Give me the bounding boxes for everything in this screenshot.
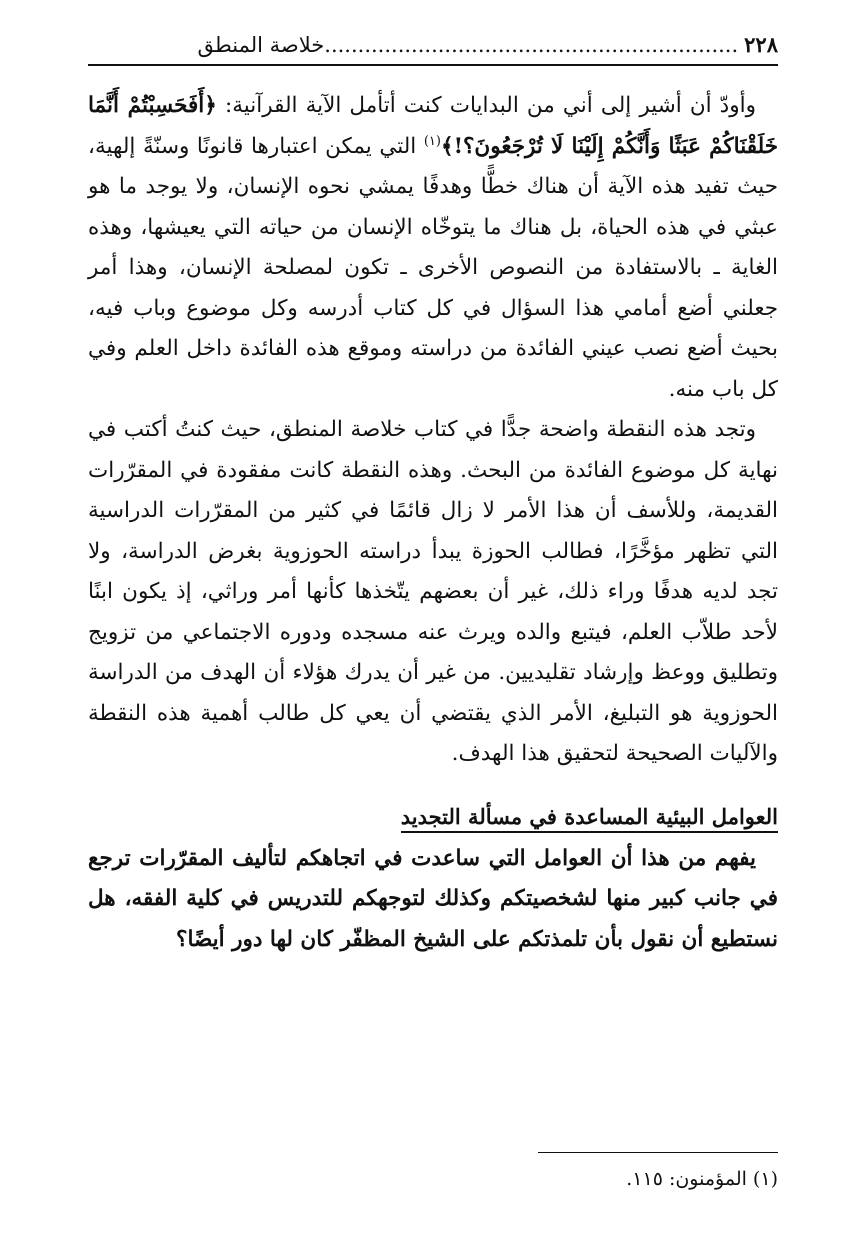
section-heading: [88, 801, 778, 833]
footnote: (١) المؤمنون: ١١٥.: [626, 1168, 778, 1190]
running-header: [88, 24, 778, 66]
paragraph-1-intro: وأودّ أن أشير إلى أني من البدايات كنت أتأمل الآية القرآنية:: [216, 93, 756, 118]
paragraph-1: [88, 86, 778, 410]
book-page: [88, 24, 778, 1234]
page-number: ٢٢٨: [744, 32, 778, 57]
section-heading-text: العوامل البيئية المساعدة في مسألة التجديد: [401, 804, 778, 833]
quran-verse: ﴿أَفَحَسِبْتُمْ أَنَّمَا خَلَقْنَاكُمْ عَبَثًا وَأَنَّكُمْ إِلَيْنَا لَا تُرْجَعُونَ؟!﴾: [88, 93, 778, 159]
main-text: [88, 86, 778, 775]
footnote-reference: (١): [423, 133, 441, 149]
paragraph-1-continuation: التي يمكن اعتبارها قانونًا وسنّةً إلهية، حيث تفيد هذه الآية أن هناك خطًّا وهدفًا يمشي نحوه الإنسان، ولا يوجد ما هو عبثي في هذه الحياة، بل هناك ما يتوخّاه الإنسان من حياته التي يعيشها، وهذه الغاية ـ بالاستفادة من النصوص الأخرى ـ تكون لمصلحة الإنسان، وهذا أمر جعلني أضع أمامي هذا السؤال في كل كتاب أدرسه وكل موضوع وباب فيه، بحيث أضع نصب عيني الفائدة من دراسته وموقع هذه الفائدة داخل العلم وفي كل باب منه.: [88, 133, 778, 402]
paragraph-2: وتجد هذه النقطة واضحة جدًّا في كتاب خلاصة المنطق، حيث كنتُ أكتب في نهاية كل موضوع الفائدة من البحث. وهذه النقطة كانت مفقودة في المقرّرات القديمة، وللأسف أن هذا الأمر لا زال قائمًا في كثير من المقرّرات الدراسية التي تظهر مؤخَّرًا، فطالب الحوزة يبدأ دراسته الحوزوية بغرض الدراسة، ولا تجد لديه هدفًا وراء ذلك، غير أن بعضهم يتّخذها كأنها أمر وراثي، إذ يكون ابنًا لأحد طلاّب العلم، فيتبع والده ويرث عنه مسجده ودوره الاجتماعي من تزويج وتطليق ووعظ وإرشاد تقليديين. من غير أن يدرك هؤلاء أن الهدف من الدراسة الحوزوية هو التبليغ، الأمر الذي يقتضي أن يعي كل طالب أهمية هذه النقطة والآليات الصحيحة لتحقيق هذا الهدف.: [88, 417, 778, 766]
footnote-separator: [538, 1152, 778, 1153]
running-title: خلاصة المنطق: [197, 33, 325, 57]
interview-question: يفهم من هذا أن العوامل التي ساعدت في اتجاهكم لتأليف المقرّرات ترجع في جانب كبير منها لشخصيتكم وكذلك لتوجهكم للتدريس في كلية الفقه، هل نستطيع أن نقول بأن تلمذتكم على الشيخ المظفّر كان لها دور أيضًا؟: [88, 845, 778, 952]
header-dot-leader: ..............................................................: [324, 33, 739, 57]
